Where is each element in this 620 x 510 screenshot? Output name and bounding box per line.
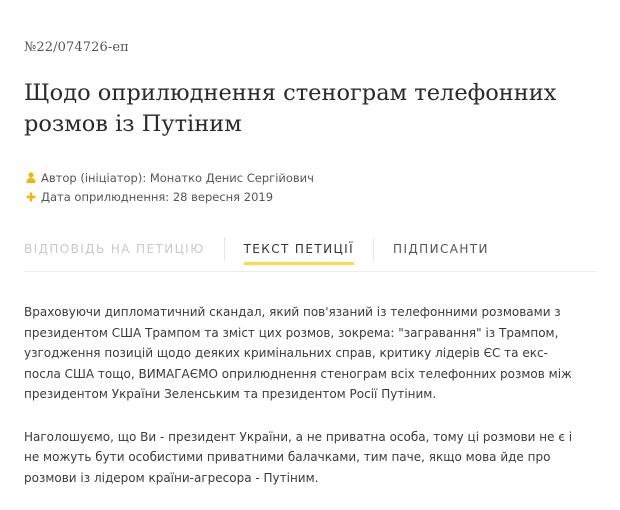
petition-number: №22/074726-еп: [24, 40, 129, 55]
petition-meta: [24, 168, 314, 206]
tab-signers[interactable]: ПІДПИСАНТИ: [393, 242, 489, 256]
date-row: [24, 187, 314, 206]
author-row: [24, 168, 314, 187]
tab-divider: [224, 237, 225, 261]
date-text: Дата оприлюднення: 28 вересня 2019: [41, 189, 274, 204]
tabs-divider-line: [24, 271, 596, 272]
petition-paragraph: Наголошуємо, що Ви - президент України, а не приватна особа, тому ці розмови не є і не можуть бути особистими приватними балачками, тим паче, якщо мова йде про розмови із лідером країни-агресора - Путіним.: [24, 429, 573, 485]
page-title: Щодо оприлюднення стенограм телефонних розмов із Путіним: [24, 80, 557, 137]
plus-icon: [24, 192, 38, 202]
tab-response[interactable]: ВІДПОВІДЬ НА ПЕТИЦІЮ: [24, 242, 205, 256]
tab-divider: [373, 237, 374, 261]
petition-tabs: [24, 236, 596, 271]
petition-text: [24, 302, 584, 510]
tab-petition-text[interactable]: ТЕКСТ ПЕТИЦІЇ: [244, 236, 354, 265]
petition-paragraph: Враховуючи дипломатичний скандал, який пов'язаний із телефонними розмовами з президентом США Трампом та зміст цих розмов, зокрема: "загравання" із Трампом, узгодження позицій щодо деяких кримінальних справ, критику лідерів ЄС та екс-посла США тощо, ВИМАГАЄМО оприлюднення стенограм всіх телефонних розмов між президентом України Зеленським та президентом Росії Путіним.: [24, 305, 572, 401]
user-icon: [24, 172, 38, 183]
author-text: Автор (ініціатор): Монатко Денис Сергійович: [41, 170, 314, 185]
